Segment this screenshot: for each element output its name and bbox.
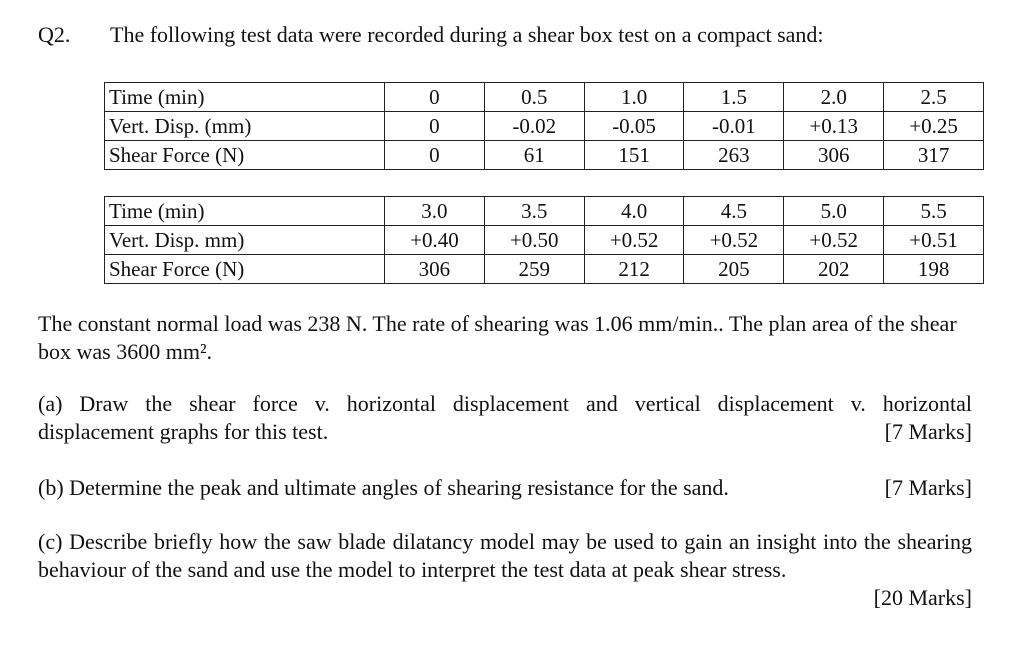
table-cell: +0.52 [584,226,684,255]
table-cell: +0.13 [784,112,884,141]
table-cell: 205 [684,255,784,284]
table-cell: 61 [484,141,584,170]
table-cell: 0.5 [484,83,584,112]
table-cell: -0.01 [684,112,784,141]
table-row [105,226,984,255]
row-label: Vert. Disp. (mm) [105,112,385,141]
table-cell: 306 [784,141,884,170]
table-cell: +0.50 [484,226,584,255]
part-c-marks: [20 Marks] [873,585,972,610]
table-cell: 151 [584,141,684,170]
table-cell: 1.5 [684,83,784,112]
row-label: Shear Force (N) [105,141,385,170]
table-cell: +0.51 [884,226,984,255]
table-cell: 0 [385,112,485,141]
table-cell: 198 [884,255,984,284]
table-cell: 259 [484,255,584,284]
table-cell: 3.5 [484,197,584,226]
test-conditions-paragraph: The constant normal load was 238 N. The rate of shearing was 1.06 mm/min.. The plan area of the shear box was 3600 mm². [38,311,957,364]
table-cell: -0.05 [584,112,684,141]
table-cell: 0 [385,141,485,170]
question-number: Q2. [38,22,71,47]
table-row [105,141,984,170]
data-table-2 [104,196,984,284]
table-cell: +0.25 [884,112,984,141]
table-row [105,112,984,141]
table-cell: +0.52 [784,226,884,255]
row-label: Time (min) [105,197,385,226]
table-row [105,197,984,226]
part-c [38,528,972,612]
part-b [38,474,972,502]
table-cell: 202 [784,255,884,284]
part-a [38,390,972,446]
table-cell: 0 [385,83,485,112]
table-cell: +0.52 [684,226,784,255]
row-label: Time (min) [105,83,385,112]
row-label: Vert. Disp. mm) [105,226,385,255]
data-table-1 [104,82,984,170]
table-cell: 2.5 [884,83,984,112]
table-cell: 5.0 [784,197,884,226]
table-cell: 2.0 [784,83,884,112]
table-cell: 5.5 [884,197,984,226]
part-b-marks: [7 Marks] [884,475,972,500]
part-c-text: (c) Describe briefly how the saw blade dilatancy model may be used to gain an insight into the shearing behaviour of the sand and use the model to interpret the test data at peak shear stress. [38,529,972,582]
table-cell: 263 [684,141,784,170]
table-cell: +0.40 [385,226,485,255]
part-a-text-line1: (a) Draw the shear force v. horizontal displacement and vertical displacement v. horizontal [38,391,972,416]
part-b-text: (b) Determine the peak and ultimate angles of shearing resistance for the sand. [38,475,729,500]
table-cell: 1.0 [584,83,684,112]
table-row [105,83,984,112]
part-a-marks: [7 Marks] [884,419,972,444]
table-cell: 3.0 [385,197,485,226]
question-intro: The following test data were recorded during a shear box test on a compact sand: [110,22,824,47]
table-cell: 4.0 [584,197,684,226]
table-cell: 317 [884,141,984,170]
table-cell: -0.02 [484,112,584,141]
table-cell: 306 [385,255,485,284]
table-row [105,255,984,284]
row-label: Shear Force (N) [105,255,385,284]
table-cell: 4.5 [684,197,784,226]
table-cell: 212 [584,255,684,284]
part-a-text-line2: displacement graphs for this test. [38,419,329,444]
